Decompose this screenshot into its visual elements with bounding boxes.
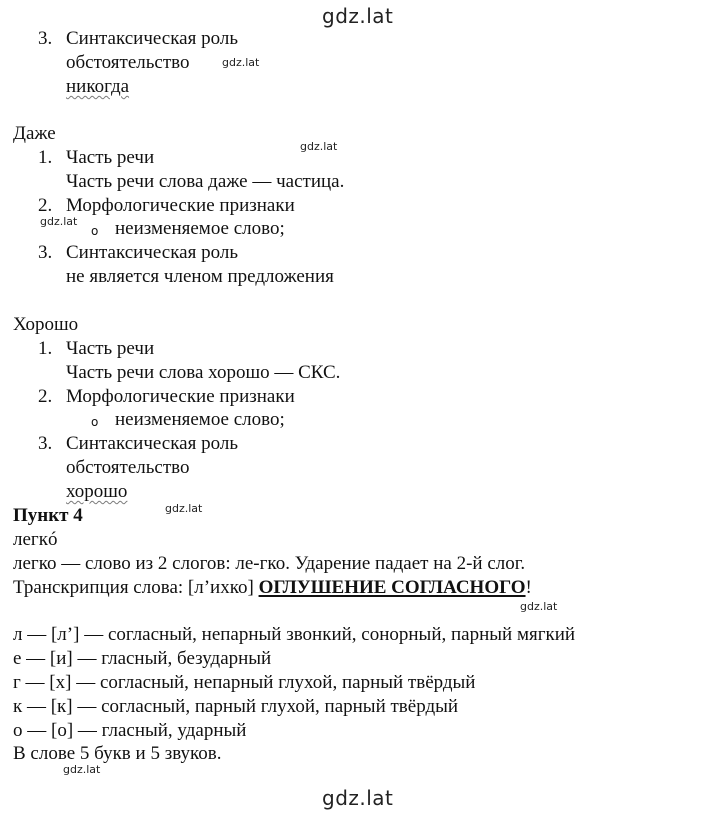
watermark-small: gdz.lat <box>40 215 78 228</box>
stressed-word: легкó <box>13 529 58 550</box>
watermark-small: gdz.lat <box>165 502 203 515</box>
list-number: 3. <box>38 28 53 49</box>
syllables-line: легко — слово из 2 слогов: ле-гко. Ударение падает на 2-й слог. <box>13 553 526 574</box>
list-number: 2. <box>38 386 53 407</box>
transcription-suffix: ! <box>525 577 532 598</box>
watermark-bottom: gdz.lat <box>322 786 394 810</box>
list-number: 2. <box>38 195 53 216</box>
list-number: 3. <box>38 242 53 263</box>
sound-analysis-line: е — [и] — гласный, безударный <box>13 648 272 669</box>
watermark-small: gdz.lat <box>520 600 558 613</box>
watermark-small: gdz.lat <box>300 140 338 153</box>
word-heading: Даже <box>13 123 56 144</box>
list-number: 1. <box>38 338 53 359</box>
list-item-title: Синтаксическая роль <box>66 433 238 454</box>
list-item-title: Часть речи <box>66 338 155 359</box>
list-item-text: Часть речи слова хорошо — СКС. <box>66 362 341 383</box>
list-number: 3. <box>38 433 53 454</box>
syntactic-role-text: обстоятельство <box>66 52 190 73</box>
list-item-title: Морфологические признаки <box>66 386 295 407</box>
list-number: 1. <box>38 147 53 168</box>
transcription-text: Транскрипция слова: [л’ихко] <box>13 577 259 598</box>
transcription-line <box>13 577 532 599</box>
list-item-title: Синтаксическая роль <box>66 242 238 263</box>
word-heading: Хорошо <box>13 314 79 335</box>
summary-line: В слове 5 букв и 5 звуков. <box>13 743 222 764</box>
watermark-top: gdz.lat <box>322 4 394 28</box>
bullet-icon: o <box>91 224 99 238</box>
watermark-small: gdz.lat <box>222 56 260 69</box>
example-word: хорошо <box>66 481 128 502</box>
list-item-title: Морфологические признаки <box>66 195 295 216</box>
list-item-title: Синтаксическая роль <box>66 28 238 49</box>
syntactic-role-text: обстоятельство <box>66 457 190 478</box>
sound-analysis-line: г — [х] — согласный, непарный глухой, парный твёрдый <box>13 672 476 693</box>
sound-analysis-line: л — [л’] — согласный, непарный звонкий, сонорный, парный мягкий <box>13 624 576 645</box>
list-item-text: неизменяемое слово; <box>115 409 285 430</box>
sound-analysis-line: к — [к] — согласный, парный глухой, парный твёрдый <box>13 696 459 717</box>
section-heading: Пункт 4 <box>13 505 83 526</box>
watermark-small: gdz.lat <box>63 763 101 776</box>
sound-analysis-line: о — [о] — гласный, ударный <box>13 720 247 741</box>
list-item-text: Часть речи слова даже — частица. <box>66 171 345 192</box>
list-item-text: неизменяемое слово; <box>115 218 285 239</box>
list-item-text: не является членом предложения <box>66 266 334 287</box>
example-word: никогда <box>66 76 130 97</box>
bullet-icon: o <box>91 415 99 429</box>
list-item-title: Часть речи <box>66 147 155 168</box>
transcription-emphasis: ОГЛУШЕНИЕ СОГЛАСНОГО <box>258 577 526 598</box>
